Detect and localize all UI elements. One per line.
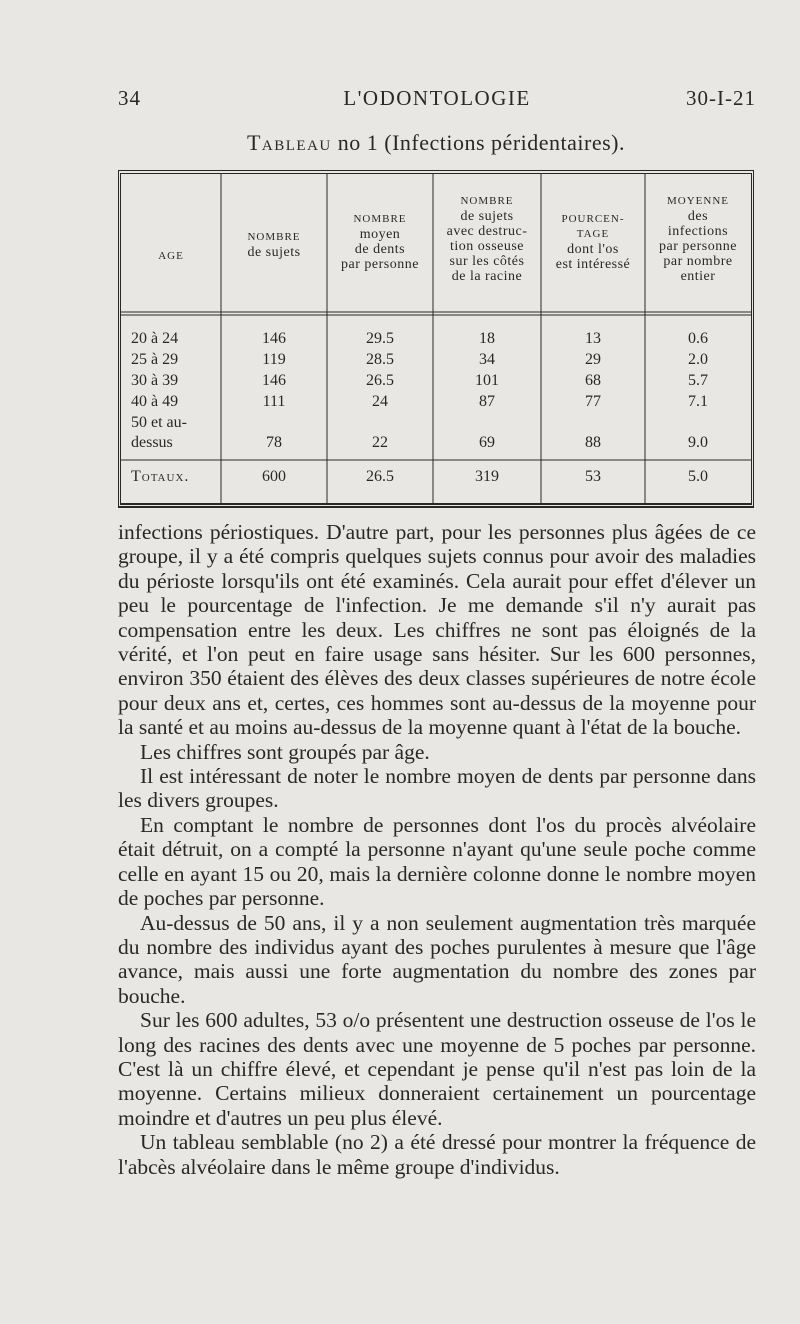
header-nombre-sujets: NOMBRE de sujets xyxy=(247,231,301,260)
article-body xyxy=(118,520,756,1179)
header-nombre-destruction: NOMBRE de sujets avec destruc- tion osseuse sur les côtés de la racine xyxy=(446,195,528,284)
caption-number: no 1 xyxy=(337,130,379,155)
running-header xyxy=(118,86,756,116)
paragraph: infections périostiques. D'autre part, pour les personnes plus âgées de ce groupe, il y a été compris quelques sujets connus pour avoir des maladies du périoste lorsqu'ils ont été examinés. Cela aurait pour effet d'élever un peu le pourcentage de l'infection. Je me demande s'il n'y aurait pas compensation entre les deux. Les chiffres ne sont pas éloignés de la vérité, et l'on peut en faire usage sans hésiter. Sur les 600 personnes, environ 350 étaient des élèves des deux classes supérieures de notre école pour deux ans et, certes, ces hommes sont au-dessus de la moyenne pour la santé et au moins au-dessus de la moyenne quant à l'état de la bouche. xyxy=(118,520,756,740)
journal-title: L'ODONTOLOGIE xyxy=(343,86,531,110)
paragraph: Un tableau semblable (no 2) a été dressé pour montrer la fréquence de l'abcès alvéolaire dans le même groupe d'individus. xyxy=(118,1130,756,1179)
caption-subtitle: (Infections péridentaires). xyxy=(384,130,625,155)
issue-date: 30-I-21 xyxy=(686,86,756,110)
header-nombre-dents: NOMBRE moyen de dents par personne xyxy=(341,213,419,272)
paragraph: Sur les 600 adultes, 53 o/o présentent une destruction osseuse de l'os le long des racines des dents avec une moyenne de 5 poches par personne. C'est là un chiffre élevé, et cependant je pense qu'il n'est pas loin de la moyenne. Certains milieux donneraient certainement un pourcentage moindre et d'autres un peu plus élevé. xyxy=(118,1008,756,1130)
caption-label: Tableau xyxy=(246,130,332,155)
data-table: AGE NOMBRE de sujets NOMBRE moyen de dents par personne NOMBRE de sujets avec destruc- tion osseuse sur les côtés de la racine POURCEN- TAGE dont l'os est intéressé MOYENNE des infections par personne par nombre entier 20 à 24 146 29.5 18 13 0.6 25 à 29 119 28.5 34 29 2.0 30 à 39 146 26.5 101 68 5.7 40 à 49 111 24 87 77 7.1 50 et au- dessus 78 22 69 88 9.0 Totaux. 600 26.5 319 53 5.0 xyxy=(118,170,754,508)
paragraph: En comptant le nombre de personnes dont l'os du procès alvéolaire était détruit, on a compté la personne n'ayant qu'une seule poche comme celle en ayant 15 ou 20, mais la dernière colonne donne le nombre moyen de poches par personne. xyxy=(118,812,756,911)
paragraph: Il est intéressant de noter le nombre moyen de dents par personne dans les divers groupes. xyxy=(118,764,756,813)
header-age: AGE xyxy=(158,250,184,262)
paragraph: Au-dessus de 50 ans, il y a non seulement augmentation très marquée du nombre des individus ayant des poches purulentes à mesure que l'âge avance, mais aussi une forte augmentation du nombre des zones par bouche. xyxy=(118,910,756,1008)
table-caption xyxy=(0,130,800,156)
header-moyenne: MOYENNE des infections par personne par nombre entier xyxy=(659,195,737,284)
page-number: 34 xyxy=(118,86,141,110)
paragraph: Les chiffres sont groupés par âge. xyxy=(140,739,430,764)
header-pourcentage: POURCEN- TAGE dont l'os est intéressé xyxy=(555,213,631,272)
